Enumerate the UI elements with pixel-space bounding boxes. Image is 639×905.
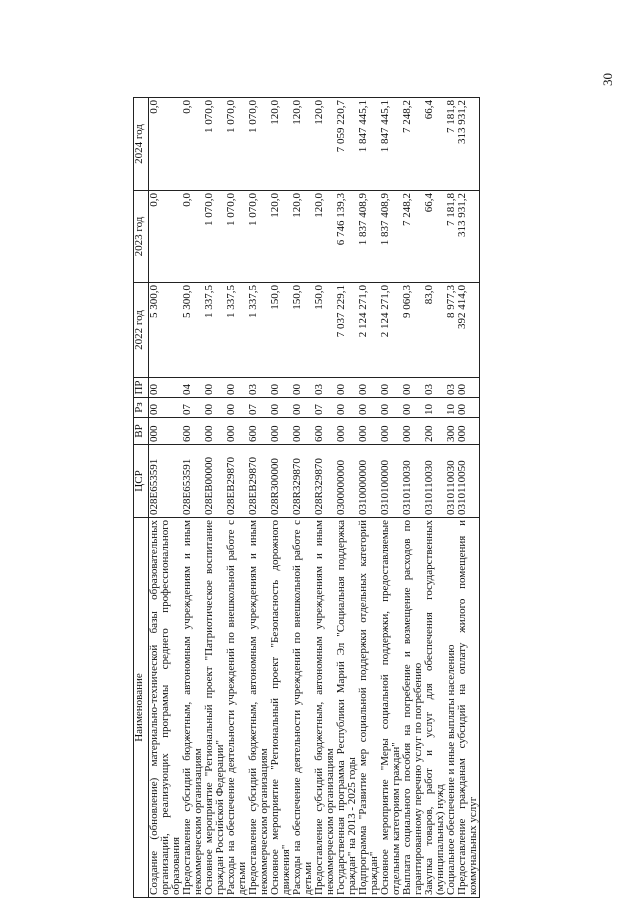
cell-pr: 00 — [402, 378, 424, 398]
cell-vr: 000 — [149, 418, 183, 445]
cell-rz: 07 — [248, 398, 270, 418]
cell-csr: 028R329870 — [314, 445, 336, 518]
cell-y2023: 120,0 — [314, 191, 336, 283]
cell-csr: 0310110030 — [402, 445, 424, 518]
cell-csr: 0310110030 — [446, 445, 457, 518]
table-body — [149, 98, 480, 898]
cell-vr: 000 — [336, 418, 358, 445]
cell-y2024: 120,0 — [314, 98, 336, 191]
header-2024: 2024 год — [134, 98, 149, 191]
table-row — [182, 98, 204, 898]
cell-y2022: 1 337,5 — [248, 283, 270, 378]
cell-y2022: 8 977,3 — [446, 283, 457, 378]
table-row — [358, 98, 380, 898]
table-row — [149, 98, 183, 898]
cell-csr: 028EB00000 — [204, 445, 226, 518]
cell-y2022: 2 124 271,0 — [358, 283, 380, 378]
cell-name: Основное мероприятие "Региональный проект "Патриотическое воспитание граждан Российской Федерации" — [204, 518, 226, 898]
table-row — [248, 98, 270, 898]
cell-y2024: 120,0 — [292, 98, 314, 191]
cell-pr: 00 — [204, 378, 226, 398]
cell-y2024: 1 847 445,1 — [358, 98, 380, 191]
cell-csr: 028R300000 — [270, 445, 292, 518]
cell-csr: 028E653591 — [182, 445, 204, 518]
cell-vr: 300 — [446, 418, 457, 445]
cell-name: Предоставление субсидий бюджетным, автономным учреждениям и иным некоммерческим организациям — [314, 518, 336, 898]
cell-name: Социальное обеспечение и иные выплаты населению — [446, 518, 457, 898]
budget-table — [133, 97, 480, 898]
cell-y2022: 1 337,5 — [204, 283, 226, 378]
cell-pr: 00 — [292, 378, 314, 398]
cell-rz: 00 — [358, 398, 380, 418]
cell-vr: 200 — [424, 418, 446, 445]
cell-name: Основное мероприятие "Региональный проект "Безопасность дорожного движения" — [270, 518, 292, 898]
cell-pr: 00 — [226, 378, 248, 398]
cell-pr: 00 — [149, 378, 183, 398]
cell-vr: 000 — [292, 418, 314, 445]
cell-name: Расходы на обеспечение деятельности учреждений по внешкольной работе с детьми — [292, 518, 314, 898]
header-vr: ВР — [134, 418, 149, 445]
cell-y2022: 83,0 — [424, 283, 446, 378]
table-row — [380, 98, 402, 898]
cell-y2022: 5 300,0 — [182, 283, 204, 378]
cell-rz: 00 — [402, 398, 424, 418]
cell-vr: 000 — [226, 418, 248, 445]
cell-y2024: 1 847 445,1 — [380, 98, 402, 191]
cell-y2024: 0,0 — [182, 98, 204, 191]
cell-vr: 000 — [204, 418, 226, 445]
cell-y2023: 1 837 408,9 — [358, 191, 380, 283]
cell-name: Государственная программа Республики Марий Эл "Социальная поддержка граждан" на 2013 - 2025 годы — [336, 518, 358, 898]
cell-rz: 00 — [336, 398, 358, 418]
cell-y2023: 120,0 — [270, 191, 292, 283]
cell-y2023: 1 837 408,9 — [380, 191, 402, 283]
cell-name: Создание (обновление) материально-технической базы образовательных организаций, реализующих программы среднего профессионального образования — [149, 518, 183, 898]
table-row — [402, 98, 424, 898]
cell-y2023: 7 181,8 — [446, 191, 457, 283]
cell-y2023: 6 746 139,3 — [336, 191, 358, 283]
table-header — [134, 98, 149, 898]
table-row — [270, 98, 292, 898]
cell-csr: 028E653591 — [149, 445, 183, 518]
cell-rz: 07 — [314, 398, 336, 418]
cell-vr: 600 — [314, 418, 336, 445]
table-row — [336, 98, 358, 898]
cell-y2024: 7 248,2 — [402, 98, 424, 191]
cell-y2024: 120,0 — [270, 98, 292, 191]
table-row — [424, 98, 446, 898]
cell-pr: 04 — [182, 378, 204, 398]
cell-name: Предоставление субсидий бюджетным, автономным учреждениям и иным некоммерческим организациям — [182, 518, 204, 898]
header-2022: 2022 год — [134, 283, 149, 378]
cell-name: Предоставление гражданам субсидий на оплату жилого помещения и коммунальных услуг — [457, 518, 480, 898]
cell-y2022: 9 060,3 — [402, 283, 424, 378]
cell-y2022: 5 300,0 — [149, 283, 183, 378]
cell-pr: 00 — [457, 378, 480, 398]
cell-rz: 00 — [380, 398, 402, 418]
cell-pr: 03 — [248, 378, 270, 398]
cell-vr: 000 — [358, 418, 380, 445]
cell-y2022: 150,0 — [270, 283, 292, 378]
cell-csr: 028EB29870 — [226, 445, 248, 518]
cell-y2023: 120,0 — [292, 191, 314, 283]
cell-y2023: 0,0 — [149, 191, 183, 283]
table-row — [204, 98, 226, 898]
cell-vr: 600 — [182, 418, 204, 445]
header-name: Наименование — [134, 518, 149, 898]
cell-y2022: 7 037 229,1 — [336, 283, 358, 378]
cell-y2024: 1 070,0 — [226, 98, 248, 191]
cell-y2024: 7 181,8 — [446, 98, 457, 191]
cell-y2022: 1 337,5 — [226, 283, 248, 378]
cell-csr: 0310110030 — [424, 445, 446, 518]
table-row — [457, 98, 480, 898]
cell-pr: 00 — [270, 378, 292, 398]
cell-rz: 10 — [424, 398, 446, 418]
rotated-page — [133, 98, 597, 898]
cell-rz: 00 — [204, 398, 226, 418]
cell-csr: 0310110050 — [457, 445, 480, 518]
cell-y2023: 0,0 — [182, 191, 204, 283]
cell-pr: 00 — [336, 378, 358, 398]
cell-y2023: 1 070,0 — [226, 191, 248, 283]
cell-y2024: 66,4 — [424, 98, 446, 191]
cell-vr: 600 — [248, 418, 270, 445]
cell-pr: 00 — [358, 378, 380, 398]
cell-y2024: 1 070,0 — [204, 98, 226, 191]
cell-vr: 000 — [270, 418, 292, 445]
cell-rz: 07 — [182, 398, 204, 418]
cell-y2023: 1 070,0 — [204, 191, 226, 283]
cell-y2022: 392 414,0 — [457, 283, 480, 378]
cell-name: Закупка товаров, работ и услуг для обеспечения государственных (муниципальных) нужд — [424, 518, 446, 898]
table-row — [292, 98, 314, 898]
cell-name: Основное мероприятие "Меры социальной поддержки, предоставляемые отдельным категориям граждан" — [380, 518, 402, 898]
header-csr: ЦСР — [134, 445, 149, 518]
cell-y2024: 1 070,0 — [248, 98, 270, 191]
cell-y2023: 313 931,2 — [457, 191, 480, 283]
cell-csr: 0310100000 — [380, 445, 402, 518]
cell-rz: 00 — [270, 398, 292, 418]
cell-y2023: 7 248,2 — [402, 191, 424, 283]
cell-y2023: 66,4 — [424, 191, 446, 283]
cell-pr: 03 — [314, 378, 336, 398]
cell-name: Выплата социального пособия на погребение и возмещение расходов по гарантированному перечню услуг по погребению — [402, 518, 424, 898]
cell-csr: 028R329870 — [292, 445, 314, 518]
page-number: 30 — [600, 73, 615, 86]
cell-y2022: 2 124 271,0 — [380, 283, 402, 378]
cell-pr: 03 — [446, 378, 457, 398]
cell-pr: 00 — [380, 378, 402, 398]
cell-y2023: 1 070,0 — [248, 191, 270, 283]
cell-y2024: 313 931,2 — [457, 98, 480, 191]
cell-rz: 00 — [457, 398, 480, 418]
cell-name: Предоставление субсидий бюджетным, автономным учреждениям и иным некоммерческим организациям — [248, 518, 270, 898]
header-rz: Рз — [134, 398, 149, 418]
cell-csr: 0300000000 — [336, 445, 358, 518]
cell-y2024: 0,0 — [149, 98, 183, 191]
cell-vr: 000 — [380, 418, 402, 445]
header-pr: ПР — [134, 378, 149, 398]
cell-pr: 03 — [424, 378, 446, 398]
cell-rz: 00 — [292, 398, 314, 418]
cell-csr: 028EB29870 — [248, 445, 270, 518]
cell-y2022: 150,0 — [314, 283, 336, 378]
cell-y2024: 7 059 220,7 — [336, 98, 358, 191]
cell-vr: 000 — [457, 418, 480, 445]
cell-name: Подпрограмма "Развитие мер социальной поддержки отдельных категорий граждан" — [358, 518, 380, 898]
cell-name: Расходы на обеспечение деятельности учреждений по внешкольной работе с детьми — [226, 518, 248, 898]
cell-vr: 000 — [402, 418, 424, 445]
cell-csr: 0310000000 — [358, 445, 380, 518]
cell-y2022: 150,0 — [292, 283, 314, 378]
table-row — [226, 98, 248, 898]
table-row — [314, 98, 336, 898]
cell-rz: 00 — [226, 398, 248, 418]
cell-rz: 00 — [149, 398, 183, 418]
header-2023: 2023 год — [134, 191, 149, 283]
cell-rz: 10 — [446, 398, 457, 418]
